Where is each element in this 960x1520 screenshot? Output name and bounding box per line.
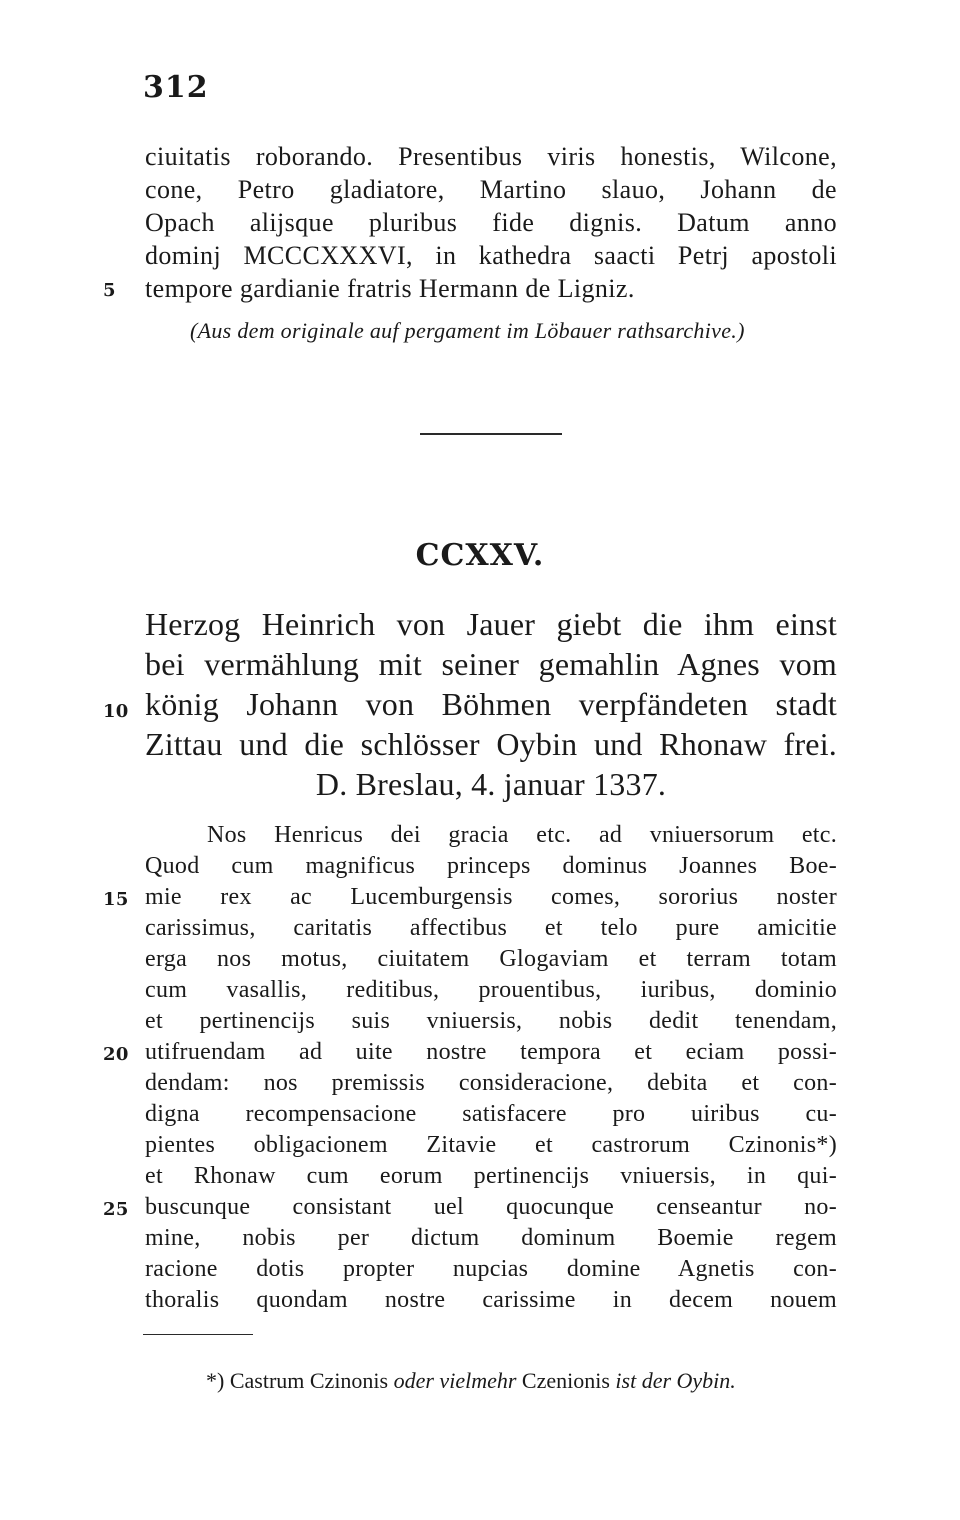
body-line xyxy=(145,975,837,1006)
body-line xyxy=(145,820,837,851)
line-number: 10 xyxy=(103,701,129,722)
footnote-rule xyxy=(143,1334,253,1335)
body-line xyxy=(145,1099,837,1130)
line-text: carissimus, caritatis affectibus et telo pure amicitie xyxy=(145,915,837,941)
page-number: 312 xyxy=(143,70,209,105)
footnote-marker: *) xyxy=(206,1368,225,1393)
line-text: mie rex ac Lucemburgensis comes, sororius noster xyxy=(145,884,837,910)
line-text: D. Breslau, 4. januar 1337. xyxy=(315,766,667,802)
line-text: et pertinencijs suis vniuersis, nobis dedit tenendam, xyxy=(145,1008,837,1034)
text-line xyxy=(145,206,837,239)
line-text: dendam: nos premissis consideracione, debita et con- xyxy=(145,1070,837,1096)
body-line xyxy=(145,1006,837,1037)
footnote-text-italic: oder vielmehr xyxy=(393,1368,517,1393)
heading-line xyxy=(145,724,837,764)
body-line xyxy=(145,1285,837,1316)
footnote-text: Czenionis xyxy=(521,1368,610,1393)
text-line xyxy=(145,239,837,272)
line-text: tempore gardianie fratris Hermann de Ligniz. xyxy=(145,274,635,303)
line-text: pientes obligacionem Zitavie et castrorum Czinonis*) xyxy=(145,1132,837,1158)
line-number: 20 xyxy=(103,1044,129,1065)
line-text: cum vasallis, reditibus, prouentibus, iuribus, dominio xyxy=(145,977,837,1003)
line-text: Zittau und die schlösser Oybin und Rhonaw frei. xyxy=(145,726,837,762)
line-text: erga nos motus, ciuitatem Glogaviam et terram totam xyxy=(145,946,837,972)
source-note: (Aus dem originale auf pergament im Löbauer rathsarchive.) xyxy=(190,318,745,343)
text-line xyxy=(145,173,837,206)
body-line xyxy=(145,1254,837,1285)
body-line xyxy=(145,944,837,975)
body-line xyxy=(103,882,837,913)
heading-line xyxy=(145,644,837,684)
line-text: mine, nobis per dictum dominum Boemie regem xyxy=(145,1225,837,1251)
line-text: buscunque consistant uel quocunque censeantur no- xyxy=(145,1194,837,1220)
line-text: dominj MCCCXXXVI, in kathedra saacti Petrj apostoli xyxy=(145,241,837,270)
line-text: thoralis quondam nostre carissime in decem nouem xyxy=(145,1287,837,1313)
body-line xyxy=(145,913,837,944)
body-line xyxy=(145,1068,837,1099)
line-text: cone, Petro gladiatore, Martino slauo, Johann de xyxy=(145,175,837,204)
line-number: 25 xyxy=(103,1199,129,1220)
line-text: könig Johann von Böhmen verpfändeten stadt xyxy=(145,686,837,722)
footnote-text: Castrum Czinonis xyxy=(229,1368,389,1393)
text-line xyxy=(145,140,837,173)
section-divider xyxy=(420,433,562,435)
line-text: ciuitatis roborando. Presentibus viris honestis, Wilcone, xyxy=(145,142,837,171)
body-line xyxy=(145,1130,837,1161)
document-heading xyxy=(103,604,837,804)
line-number: 5 xyxy=(103,280,116,301)
document-body xyxy=(103,820,837,1316)
line-text: utifruendam ad uite nostre tempora et eciam possi- xyxy=(145,1039,837,1065)
heading-line xyxy=(145,604,837,644)
line-text: racione dotis propter nupcias domine Agnetis con- xyxy=(145,1256,837,1282)
line-text: et Rhonaw cum eorum pertinencijs vniuersis, in qui- xyxy=(145,1163,837,1189)
line-text: Nos Henricus dei gracia etc. ad vniuersorum etc. xyxy=(207,822,837,848)
line-text: digna recompensacione satisfacere pro uiribus cu- xyxy=(145,1101,837,1127)
line-text: Herzog Heinrich von Jauer giebt die ihm einst xyxy=(145,606,837,642)
line-text: bei vermählung mit seiner gemahlin Agnes vom xyxy=(145,646,837,682)
line-text: Quod cum magnificus princeps dominus Joannes Boe- xyxy=(145,853,837,879)
body-line xyxy=(145,1223,837,1254)
body-line xyxy=(145,851,837,882)
footnote-text-italic: ist der Oybin. xyxy=(615,1368,736,1393)
line-text: Opach alijsque pluribus fide dignis. Datum anno xyxy=(145,208,837,237)
document-number: CCXXV. xyxy=(415,538,545,573)
body-line xyxy=(103,1192,837,1223)
line-number: 15 xyxy=(103,889,129,910)
body-line xyxy=(145,1161,837,1192)
heading-date-line xyxy=(145,764,837,804)
body-line xyxy=(103,1037,837,1068)
heading-line xyxy=(103,684,837,724)
previous-document-end xyxy=(103,140,837,305)
footnote xyxy=(206,1368,736,1394)
text-line xyxy=(103,272,837,305)
